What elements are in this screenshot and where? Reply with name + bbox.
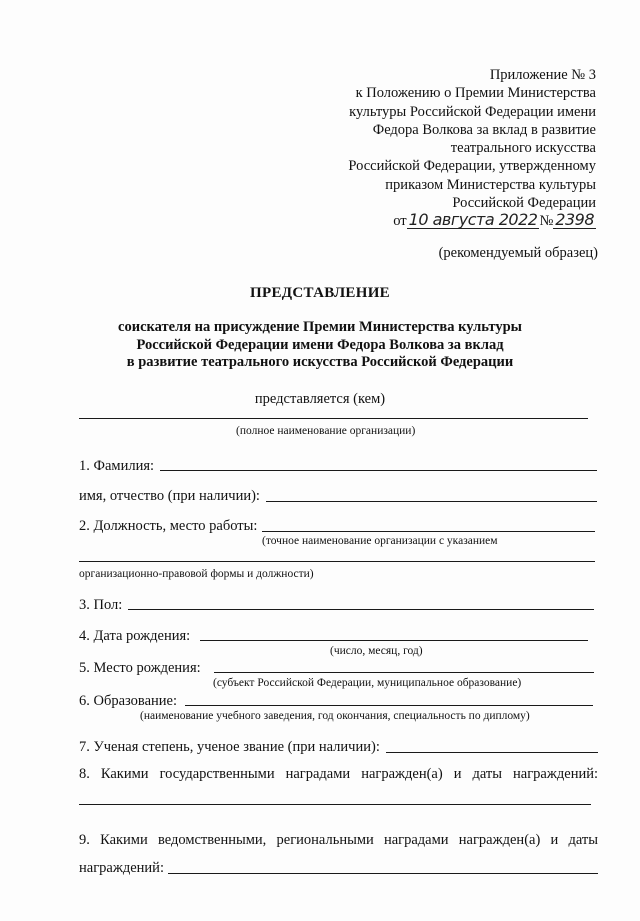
annex-line: театрального искусства bbox=[450, 140, 596, 157]
subtitle-line: в развитие театрального искусства Российской Федерации bbox=[126, 354, 514, 370]
birth-place-line[interactable] bbox=[214, 672, 594, 673]
state-awards-label: 8. Какими государственными наградами награжден(а) и даты награждений: bbox=[79, 766, 598, 782]
annex-line: приказом Министерства культуры bbox=[385, 176, 596, 193]
document-subtitle bbox=[0, 319, 640, 372]
order-prefix: от bbox=[393, 213, 407, 230]
degree-line[interactable] bbox=[386, 752, 598, 753]
name-patronymic-line[interactable] bbox=[266, 501, 597, 502]
presented-by-label: представляется (кем) bbox=[254, 391, 386, 407]
state-awards-line[interactable] bbox=[79, 804, 591, 805]
recommended-sample-note: (рекомендуемый образец) bbox=[438, 245, 598, 261]
dept-awards-line[interactable] bbox=[168, 873, 598, 874]
order-number-handwritten: 2398 bbox=[555, 210, 594, 230]
document-title: ПРЕДСТАВЛЕНИЕ bbox=[250, 285, 390, 301]
education-hint: (наименование учебного заведения, год окончания, специальность по диплому) bbox=[140, 710, 530, 722]
annex-line: Федора Волкова за вклад в развитие bbox=[372, 121, 596, 138]
birth-date-line[interactable] bbox=[200, 640, 588, 641]
position-label: 2. Должность, место работы: bbox=[79, 518, 258, 534]
dept-awards-label: 9. Какими ведомственными, региональными наградами награжден(а) и даты bbox=[79, 832, 598, 848]
name-patronymic-label: имя, отчество (при наличии): bbox=[79, 488, 260, 504]
gender-label: 3. Пол: bbox=[79, 597, 123, 613]
education-line[interactable] bbox=[185, 705, 593, 706]
birth-place-hint: (субъект Российской Федерации, муниципальное образование) bbox=[213, 677, 522, 689]
birth-place-label: 5. Место рождения: bbox=[79, 660, 201, 676]
subtitle-line: соискателя на присуждение Премии Министерства культуры bbox=[118, 319, 522, 335]
order-date-handwritten: 10 августа 2022 bbox=[408, 210, 538, 230]
gender-line[interactable] bbox=[128, 609, 594, 610]
annex-line: Российской Федерации, утвержденному bbox=[348, 158, 596, 175]
surname-line[interactable] bbox=[160, 470, 597, 471]
birth-date-hint: (число, месяц, год) bbox=[330, 645, 423, 657]
order-number-sign: № bbox=[539, 213, 554, 230]
surname-label: 1. Фамилия: bbox=[79, 458, 155, 474]
annex-header bbox=[348, 66, 596, 231]
dept-awards-cont-label: награждений: bbox=[79, 860, 164, 876]
organization-line[interactable] bbox=[79, 418, 588, 419]
annex-line: Приложение № 3 bbox=[489, 67, 596, 83]
position-line[interactable] bbox=[262, 531, 595, 532]
position-line-2[interactable] bbox=[79, 561, 595, 562]
degree-label: 7. Ученая степень, ученое звание (при наличии): bbox=[79, 739, 380, 755]
annex-line: Российской Федерации bbox=[452, 195, 596, 212]
position-hint: (точное наименование организации с указанием bbox=[262, 535, 498, 547]
subtitle-line: Российской Федерации имени Федора Волкова за вклад bbox=[136, 336, 504, 353]
annex-line: к Положению о Премии Министерства bbox=[355, 85, 596, 102]
order-date-line bbox=[348, 212, 596, 230]
annex-line: культуры Российской Федерации имени bbox=[349, 103, 596, 120]
birth-date-label: 4. Дата рождения: bbox=[79, 628, 191, 644]
education-label: 6. Образование: bbox=[79, 693, 178, 709]
position-hint-2: организационно-правовой формы и должности) bbox=[79, 568, 314, 580]
organization-hint: (полное наименование организации) bbox=[236, 425, 416, 437]
